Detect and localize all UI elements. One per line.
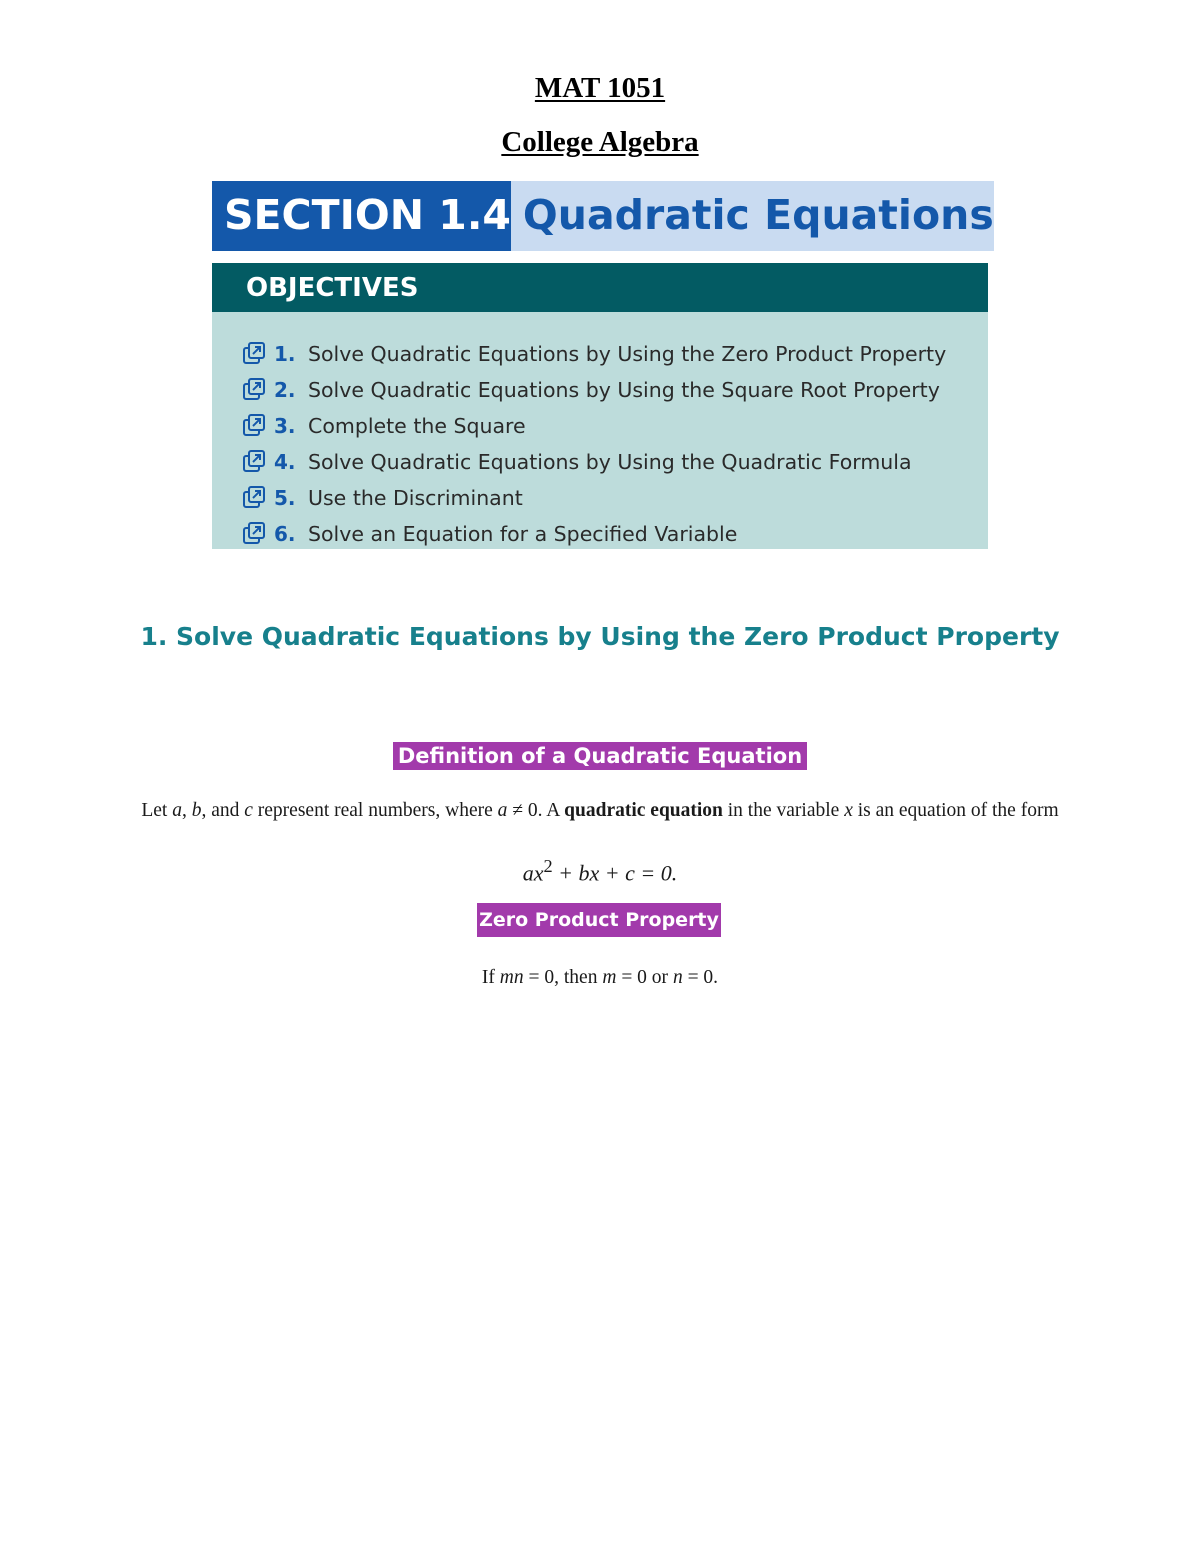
objective-number: 2. <box>274 378 296 402</box>
objective-number: 1. <box>274 342 296 366</box>
subsection-heading: 1. Solve Quadratic Equations by Using the Zero Product Property <box>140 622 1060 651</box>
text-fragment: in the variable <box>722 800 845 821</box>
objective-item-4[interactable] <box>242 444 946 480</box>
external-link-icon <box>242 449 268 475</box>
formula-rest: + bx + c = 0. <box>552 860 678 886</box>
text-fragment: = 0. <box>682 967 719 988</box>
external-link-icon <box>242 521 268 547</box>
variable-m: m <box>602 967 617 988</box>
defined-term: quadratic equation <box>564 800 723 821</box>
objective-text: Solve Quadratic Equations by Using the Square Root Property <box>308 378 940 402</box>
zero-product-statement <box>0 967 1200 989</box>
objective-text: Solve an Equation for a Specified Variable <box>308 522 738 546</box>
objective-item-2[interactable] <box>242 372 946 408</box>
external-link-icon <box>242 413 268 439</box>
zero-product-tag: Zero Product Property <box>477 903 721 937</box>
objectives-heading: OBJECTIVES <box>212 263 988 312</box>
course-title: College Algebra <box>501 126 699 158</box>
variable-n: n <box>672 967 683 988</box>
objective-item-5[interactable] <box>242 480 946 516</box>
variable-c: c <box>244 800 253 821</box>
quadratic-formula-standard-form <box>0 856 1200 886</box>
variable-a: a <box>172 800 182 821</box>
objective-number: 5. <box>274 486 296 510</box>
text-fragment: , and <box>201 800 245 821</box>
objective-text: Solve Quadratic Equations by Using the Zero Product Property <box>308 342 947 366</box>
variable-b: b <box>191 800 202 821</box>
section-name: Quadratic Equations <box>511 181 994 251</box>
definition-tag: Definition of a Quadratic Equation <box>393 742 807 770</box>
variable-mn: mn <box>499 967 524 988</box>
objective-number: 6. <box>274 522 296 546</box>
objective-text: Complete the Square <box>308 414 526 438</box>
text-fragment: is an equation of the form <box>852 800 1059 821</box>
external-link-icon <box>242 377 268 403</box>
objective-text: Use the Discriminant <box>308 486 523 510</box>
objectives-box <box>212 312 988 549</box>
section-number-label: SECTION 1.4 <box>212 181 511 251</box>
objective-text: Solve Quadratic Equations by Using the Quadratic Formula <box>308 450 912 474</box>
objective-item-1[interactable] <box>242 336 946 372</box>
text-fragment: represent real numbers, where <box>252 800 498 821</box>
variable-a-condition: a <box>497 800 508 821</box>
text-fragment: , <box>181 800 192 821</box>
text-fragment: = 0, then <box>523 967 603 988</box>
definition-sentence <box>0 800 1200 822</box>
objectives-list <box>242 336 946 552</box>
external-link-icon <box>242 341 268 367</box>
external-link-icon <box>242 485 268 511</box>
section-banner <box>212 181 994 251</box>
text-fragment: = 0 or <box>616 967 673 988</box>
objective-number: 3. <box>274 414 296 438</box>
text-fragment: Let <box>141 800 173 821</box>
formula-term: ax <box>522 860 544 886</box>
course-code: MAT 1051 <box>534 72 666 104</box>
text-fragment: ≠ 0. A <box>507 800 565 821</box>
objective-number: 4. <box>274 450 296 474</box>
variable-x: x <box>844 800 853 821</box>
formula-exponent: 2 <box>543 856 553 876</box>
objective-item-6[interactable] <box>242 516 946 552</box>
objective-item-3[interactable] <box>242 408 946 444</box>
text-fragment: If <box>481 967 500 988</box>
